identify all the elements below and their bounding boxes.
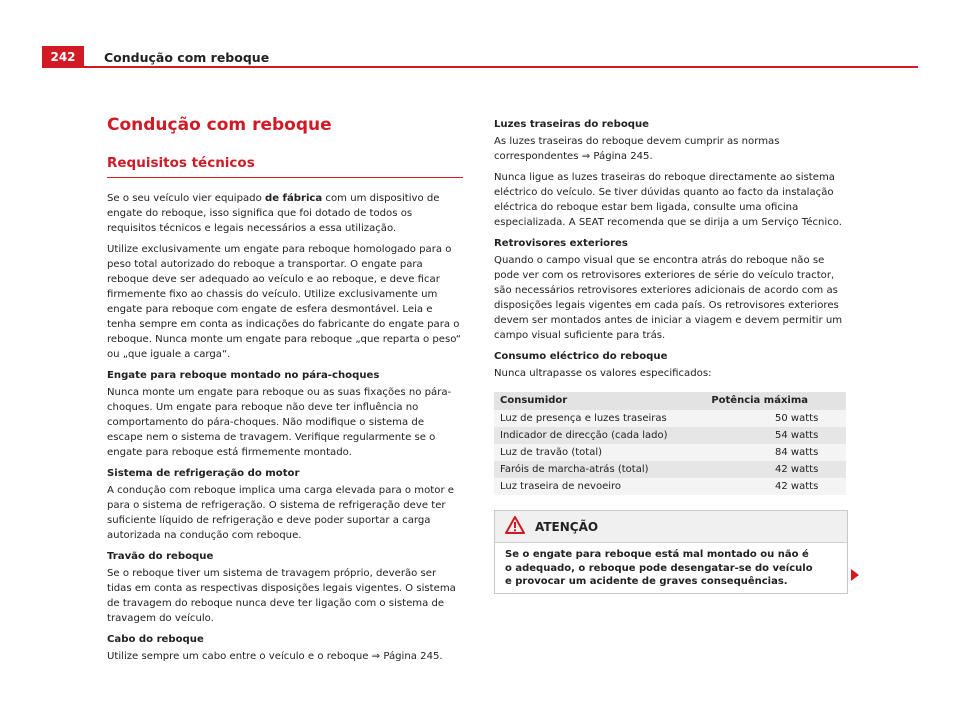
table-cell-power: 54 watts: [691, 427, 846, 444]
table-row: [494, 461, 846, 478]
table-cell-consumer: Luz de presença e luzes traseiras: [494, 410, 691, 427]
table-row: [494, 427, 846, 444]
bumper-text: Nunca monte um engate para reboque ou as suas fixações no pára-choques. Um engate para reboque não deve ter influência no comportamento do pára-choques. Não modifique o sistema de escape nem o sistema de travagem. Verifique regularmente se o engate para reboque está firmemente montado.: [107, 387, 452, 458]
table-header-consumer: Consumidor: [494, 392, 691, 410]
trailer-brake-text: Se o reboque tiver um sistema de travagem próprio, deverão ser tidas em conta as respectivas disposições legais vigentes. O sistema de travagem do reboque nunca deve ter ligação com o sistema de travagem do veículo.: [107, 568, 456, 624]
table-cell-consumer: Faróis de marcha-atrás (total): [494, 461, 691, 478]
table-cell-power: 50 watts: [691, 410, 846, 427]
section-title: Requisitos técnicos: [107, 154, 463, 178]
warning-text: Se o engate para reboque está mal montado ou não é o adequado, o reboque pode desengatar-se do veículo e provocar um acidente de graves consequências.: [505, 549, 813, 587]
continue-arrow-icon: [851, 569, 859, 581]
table-cell-power: 42 watts: [691, 461, 846, 478]
mirrors-text: Quando o campo visual que se encontra atrás do reboque não se pode ver com os retrovisores exteriores de série do veículo tractor, são necessários retrovisores exteriores adicionais de acordo com as disposições legais vigentes em cada país. Os retrovisores exteriores devem ser montados antes de iniciar a viagem e devem permitir um campo visual suficiente para trás.: [494, 255, 843, 341]
left-column: [107, 113, 463, 670]
hitch-paragraph: Utilize exclusivamente um engate para reboque homologado para o peso total autorizado do reboque a transportar. O engate para reboque deve ser adequado ao veículo e ao reboque, e deve ficar firmemente fixo ao chassis do veículo. Utilize exclusivamente um engate para reboque com engate de esfera desmontável. Leia e tenha sempre em conta as indicações do fabricante do engate para o reboque. Nunca monte um engate para reboque „que reparta o peso“ ou „que iguale a carga“.: [107, 244, 461, 360]
warning-icon: [505, 516, 525, 538]
rear-lights-text-2: Nunca ligue as luzes traseiras do reboque directamente ao sistema eléctrico do veículo. Se tiver dúvidas quanto ao facto da instalação eléctrica do reboque estar bem ligada, consulte uma oficina especializada. A SEAT recomenda que se dirija a um Serviço Técnico.: [494, 172, 842, 228]
intro-text-post: com um dispositivo de engate do reboque, isso significa que foi dotado de todos os requisitos técnicos e legais necessários a essa utilização.: [107, 193, 440, 234]
table-header-power: Potência máxima: [691, 392, 846, 410]
warning-header: [495, 511, 847, 543]
warning-title: ATENÇÃO: [535, 519, 599, 534]
rear-lights-text-1: As luzes traseiras do reboque devem cumprir as normas correspondentes ⇒ Página 245.: [494, 136, 780, 162]
trailer-cable-text: Utilize sempre um cabo entre o veículo e o reboque ⇒ Página 245.: [107, 651, 443, 662]
running-header: Condução com reboque: [104, 50, 270, 65]
page-number: 242: [42, 46, 84, 68]
right-column: [494, 117, 852, 594]
table-cell-consumer: Luz traseira de nevoeiro: [494, 478, 691, 495]
intro-text-bold: de fábrica: [264, 193, 323, 204]
rear-lights-heading: Luzes traseiras do reboque: [494, 119, 650, 130]
trailer-cable-heading: Cabo do reboque: [107, 634, 204, 645]
table-row: [494, 444, 846, 461]
table-row: [494, 478, 846, 495]
table-header-row: [494, 392, 846, 410]
warning-box: [494, 510, 848, 594]
intro-text-pre: Se o seu veículo vier equipado: [107, 193, 265, 204]
power-consumption-heading: Consumo eléctrico do reboque: [494, 351, 668, 362]
trailer-brake-heading: Travão do reboque: [107, 551, 214, 562]
intro-paragraph: [107, 191, 463, 236]
power-consumption-text: Nunca ultrapasse os valores especificados:: [494, 368, 712, 379]
page-title: Condução com reboque: [107, 115, 332, 135]
table-cell-power: 42 watts: [691, 478, 846, 495]
table-cell-power: 84 watts: [691, 444, 846, 461]
cooling-text: A condução com reboque implica uma carga elevada para o motor e para o sistema de refrigeração. O sistema de refrigeração deve ter suficiente líquido de refrigeração e deve poder suportar a carga autorizada na condução com reboque.: [107, 485, 455, 541]
power-table: [494, 392, 846, 495]
cooling-heading: Sistema de refrigeração do motor: [107, 468, 300, 479]
table-cell-consumer: Luz de travão (total): [494, 444, 691, 461]
table-row: [494, 410, 846, 427]
mirrors-heading: Retrovisores exteriores: [494, 238, 628, 249]
header-rule: [42, 66, 918, 68]
bumper-heading: Engate para reboque montado no pára-choques: [107, 370, 380, 381]
table-cell-consumer: Indicador de direcção (cada lado): [494, 427, 691, 444]
